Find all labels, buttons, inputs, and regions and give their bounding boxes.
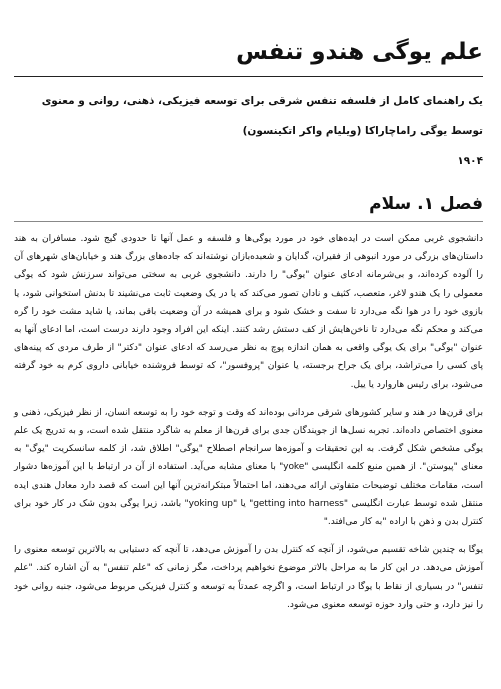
title-divider [14, 76, 483, 77]
chapter-paragraph: برای قرن‌ها در هند و سایر کشورهای شرقی مردانی بوده‌اند که وقت و توجه خود را به توسعه انسان، از نظر فیزیکی، ذهنی و معنوی اختصاص داده‌اند. تجربه نسل‌ها از جویندگان جدی برای قرن‌ها از معلم به شاگرد منتقل شده است، و به تدریج یک علم یوگی مشخص شکل گرفت. به این تحقیقات و آموزه‌ها سرانجام اصطلاح "یوگی" اطلاق شد، از کلمه سانسکریت "یوگ" به معنای "پیوستن". از همین منبع کلمه انگلیسی "yoke" با معنای مشابه می‌آید. استفاده از آن در ارتباط با این آموزه‌ها دشوار است، مقامات مختلف توضیحات متفاوتی ارائه می‌دهند، اما احتمالاً مبتکرانه‌ترین آنها این است که قصد دارد معادل هندی ایده منتقل شده توسط عبارت انگلیسی "getting into harness" یا "yoking up" باشد، زیرا یوگی بدون شک در کار خود برای کنترل بدن و ذهن با اراده "به کار می‌افتد." [14, 407, 484, 528]
chapter-paragraph: دانشجوی غربی ممکن است در ایده‌های خود در مورد یوگی‌ها و فلسفه و عمل آنها تا حدودی گیج شود. مسافران به هند داستان‌های بزرگی در مورد انبوهی از فقیران، گدایان و شعبده‌بازان نوشته‌اند که جاده‌های بزرگ هند و خیابان‌های شهرهای آن را آلوده کرده‌اند، و بی‌شرمانه ادعای عنوان "یوگی" را دارند. دانشجوی غربی به سختی می‌تواند سرزنش شود که یوگی معمولی را یک هندو لاغر، متعصب، کثیف و نادان تصور می‌کند که یا در یک وضعیت ثابت می‌نشیند تا بدنش استخوانی شود، یا بازوی خود را در هوا نگه می‌دارد تا سفت و خشک شود و برای همیشه در آن وضعیت باقی بماند، یا شاید مشت خود را گره می‌کند و محکم نگه می‌دارد تا ناخن‌هایش از کف دستش رشد کنند. اینکه این افراد وجود دارند درست است، اما ادعای آنها به عنوان "یوگی" برای یک یوگی واقعی به همان اندازه پوچ به نظر می‌رسد که ادعای عنوان "دکتر" از طرف مردی که پینه‌های پای کسی را می‌تراشد، برای یک جراح برجسته، یا عنوان "پروفسور"، که توسط فروشنده خیابانی داروی کرم به خود گرفته می‌شود، برای رئیس هاروارد یا ییل. [14, 234, 483, 390]
book-subtitle: یک راهنمای کامل از فلسفه تنفس شرقی برای توسعه فیزیکی، ذهنی، روانی و معنوی [41, 95, 483, 107]
chapter-divider [14, 221, 483, 222]
book-author: توسط یوگی راماچاراکا (ویلیام واکر اتکینسون) [242, 125, 483, 137]
chapter-paragraph: یوگا به چندین شاخه تقسیم می‌شود، از آنچه که کنترل بدن را آموزش می‌دهد، تا آنچه که دستیابی به بالاترین توسعه معنوی را آموزش می‌دهد. در این کار ما به مراحل بالاتر موضوع نخواهیم پرداخت، مگر زمانی که "علم تنفس" به آن اشاره کند. "علم تنفس" در بسیاری از نقاط با یوگا در ارتباط است، و اگرچه عمدتاً به توسعه و کنترل فیزیکی مربوط می‌شود، جنبه روانی خود را نیز دارد، و حتی وارد حوزه توسعه معنوی می‌شود. [14, 545, 483, 610]
chapter-title: فصل ۱. سلام [369, 194, 483, 214]
publication-year: ۱۹۰۴ [457, 155, 483, 167]
book-title: علم یوگی هندو تنفس [236, 39, 483, 65]
